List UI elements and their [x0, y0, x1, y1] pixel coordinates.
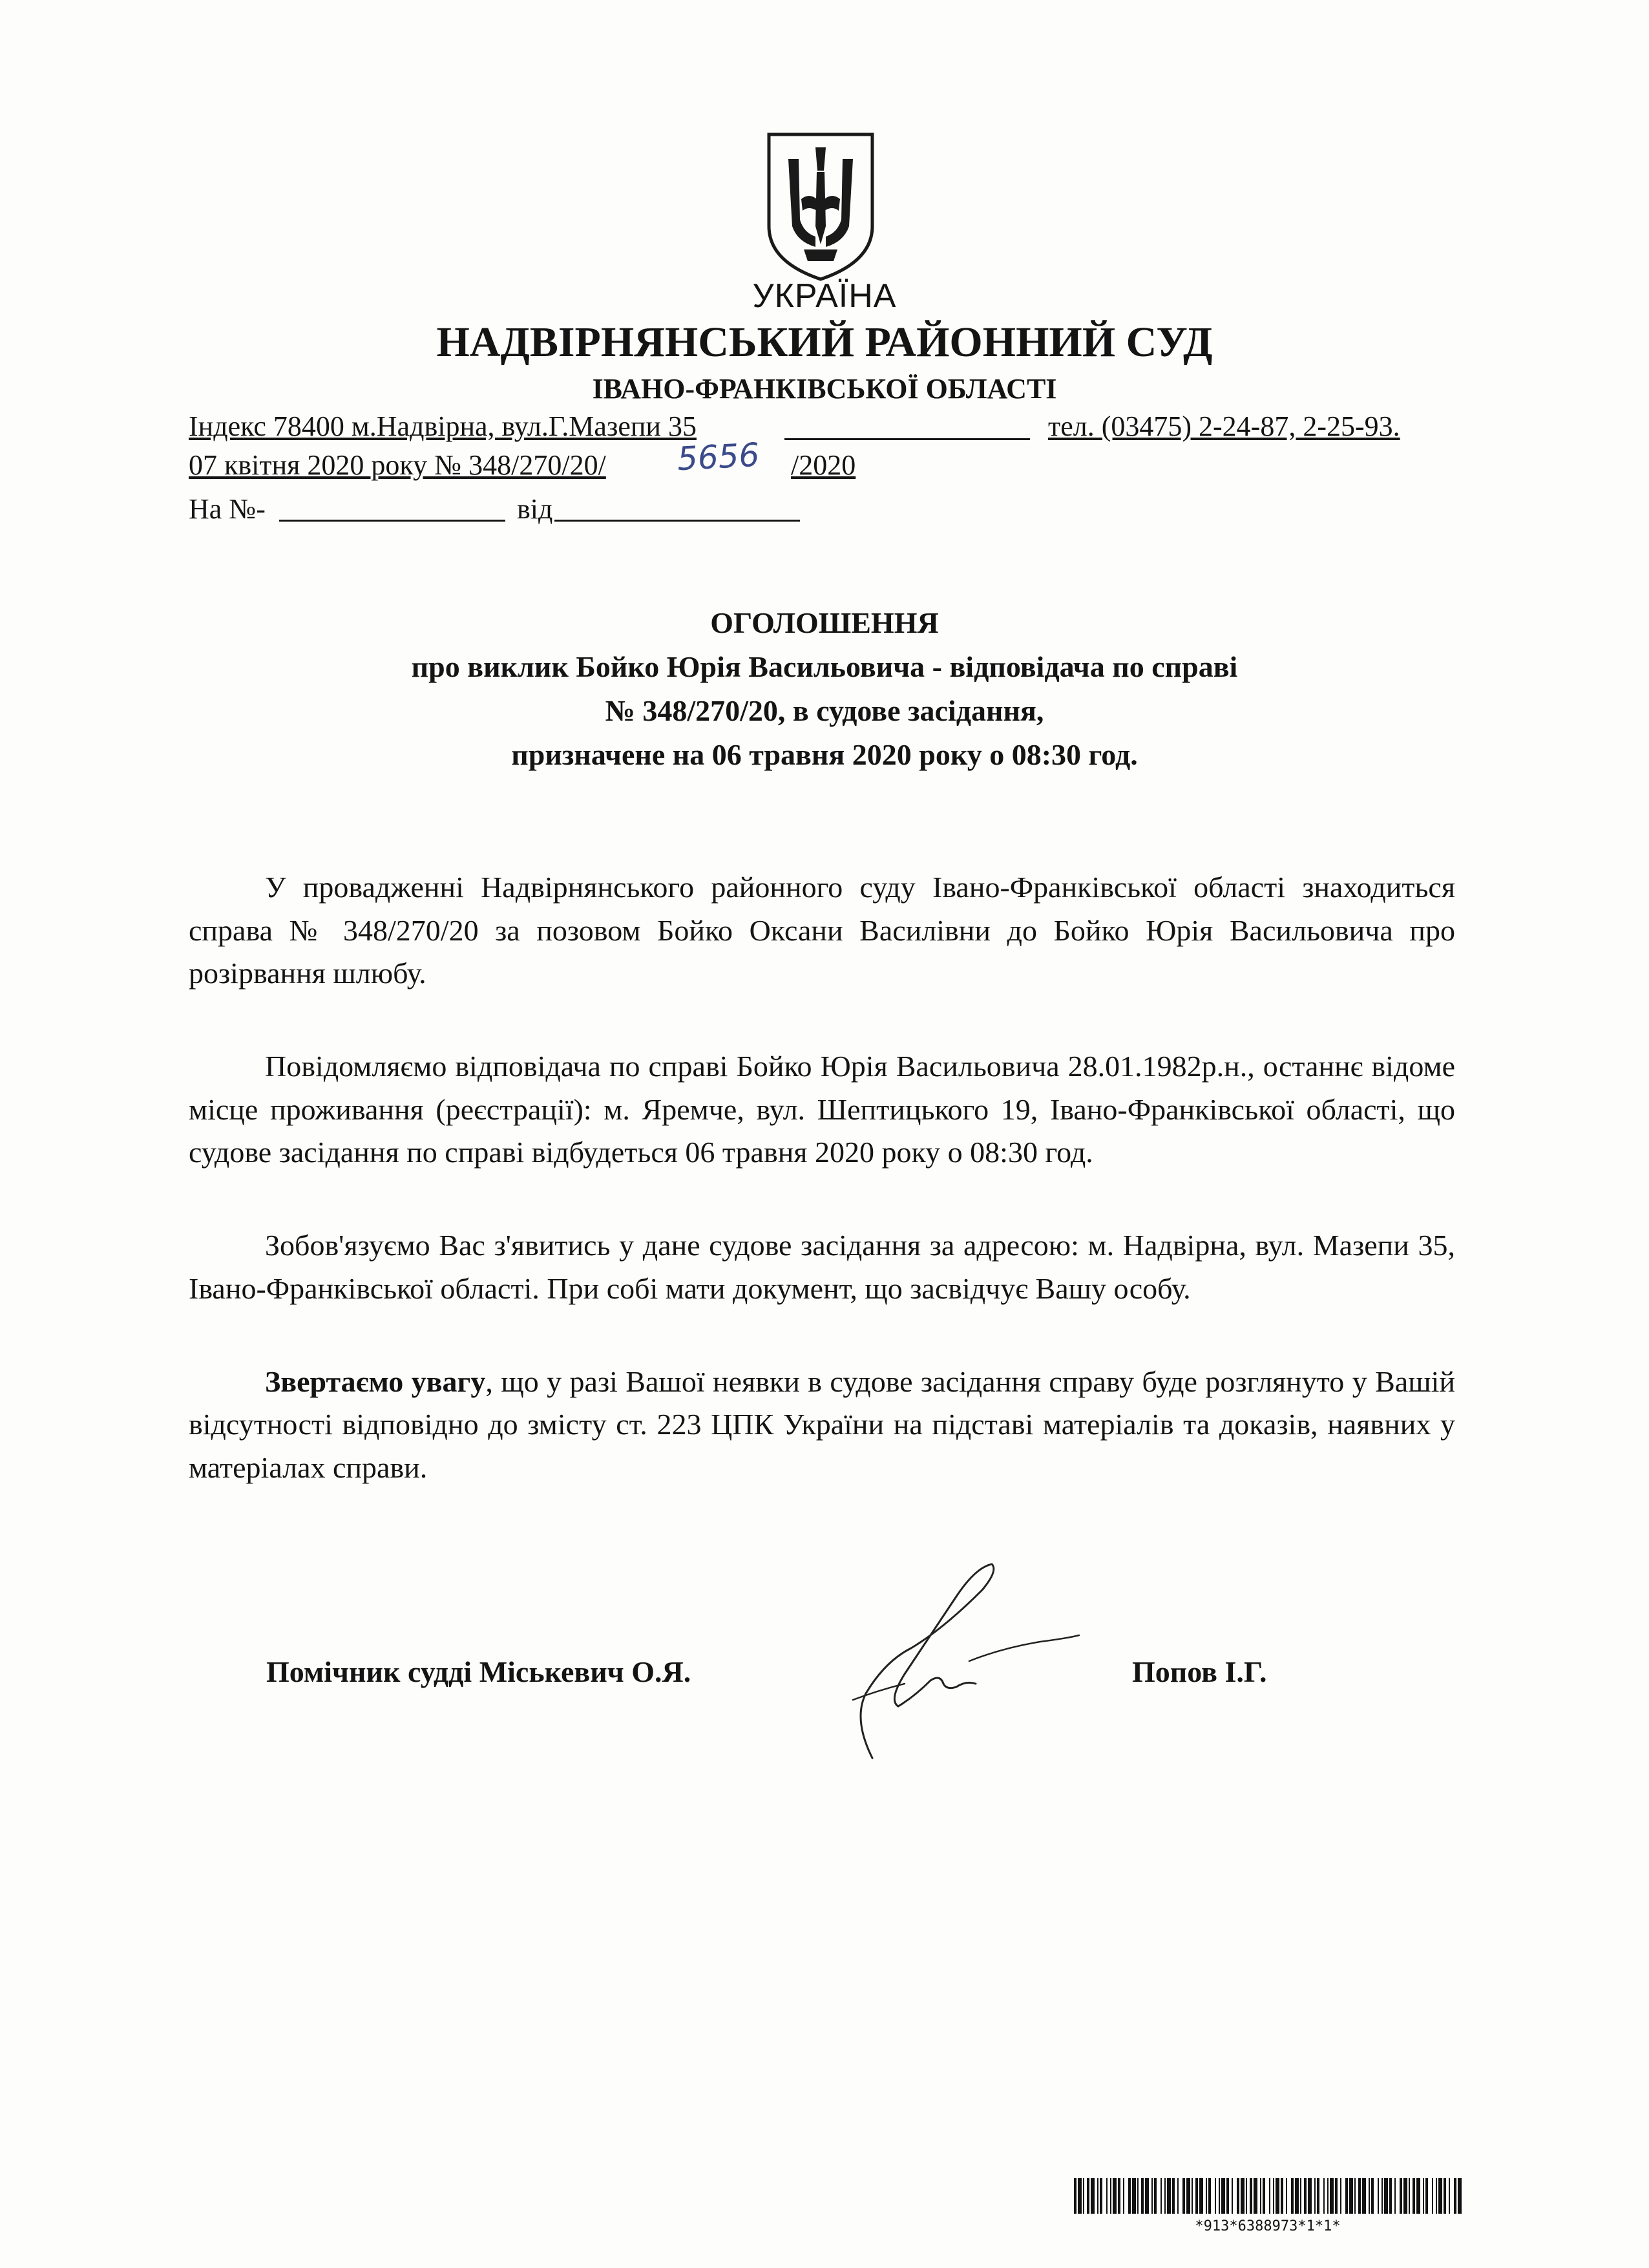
warning-emphasis: Звертаємо увагу [265, 1364, 486, 1398]
address-underline [784, 438, 1030, 440]
number-suffix: /2020 [791, 449, 856, 481]
court-phone: тел. (03475) 2-24-87, 2-25-93. [1048, 410, 1400, 442]
coat-of-arms-icon [764, 129, 877, 284]
handwritten-outgoing-number: 5656 [676, 436, 761, 478]
announcement-subtitle-3: призначене на 06 травня 2020 року о 08:30 год. [511, 738, 1138, 772]
announcement-subtitle-2: № 348/270/20, в судове засідання, [605, 694, 1044, 728]
barcode-icon [1074, 2178, 1462, 2214]
paragraph-obligation: Зобов'язуємо Вас з'явитись у дане судове засідання за адресою: м. Надвірна, вул. Мазепи 35, Івано-Франківської області. При собі мати документ, що засвідчує Вашу особу. [189, 1229, 1455, 1305]
paragraph-case: У провадженні Надвірнянського районного суду Івано-Франківської області знаходиться справа № 348/270/20 за позовом Бойко Оксани Василівни до Бойко Юрія Васильовича про розірвання шлюбу. [189, 871, 1455, 990]
announcement-subtitle-1: про виклик Бойко Юрія Васильовича - відповідача по справі [411, 650, 1238, 684]
oblast-name: ІВАНО-ФРАНКІВСЬКОЇ ОБЛАСТІ [592, 373, 1057, 405]
reference-date-label: від [517, 493, 553, 525]
judge-signature-name: Попов І.Г. [1132, 1655, 1267, 1688]
country-name: УКРАЇНА [752, 277, 897, 315]
announcement-heading [0, 601, 1649, 777]
court-address: Індекс 78400 м.Надвірна, вул.Г.Мазепи 35 [189, 410, 697, 442]
handwritten-signature [827, 1551, 1111, 1771]
reference-date-blank [554, 520, 800, 522]
reference-blank [279, 520, 505, 522]
announcement-body [189, 866, 1455, 1540]
barcode-number: *913*6388973*1*1* [1195, 2218, 1341, 2234]
document-date-number: 07 квітня 2020 року № 348/270/20/ [189, 449, 606, 481]
paragraph-notification: Повідомляємо відповідача по справі Бойко Юрія Васильовича 28.01.1982р.н., останнє відоме місце проживання (реєстрації): м. Яремче, вул. Шептицького 19, Івано-Франківської області, що судове засідання по справі відбудеться 06 травня 2020 року о 08:30 год. [189, 1050, 1455, 1169]
assistant-signature-name: Помічник судді Міськевич О.Я. [266, 1655, 691, 1688]
reference-label: На №- [189, 493, 266, 525]
warning-text: , що у разі Вашої неявки в судове засідання справу буде розглянуто у Вашій відсутності відповідно до змісту ст. 223 ЦПК України на підставі матеріалів та доказів, наявних у матеріалах справи. [189, 1364, 1456, 1484]
announcement-title: ОГОЛОШЕННЯ [710, 606, 939, 639]
paragraph-warning [189, 1361, 1455, 1490]
court-name: НАДВІРНЯНСЬКИЙ РАЙОННИЙ СУД [436, 319, 1213, 366]
